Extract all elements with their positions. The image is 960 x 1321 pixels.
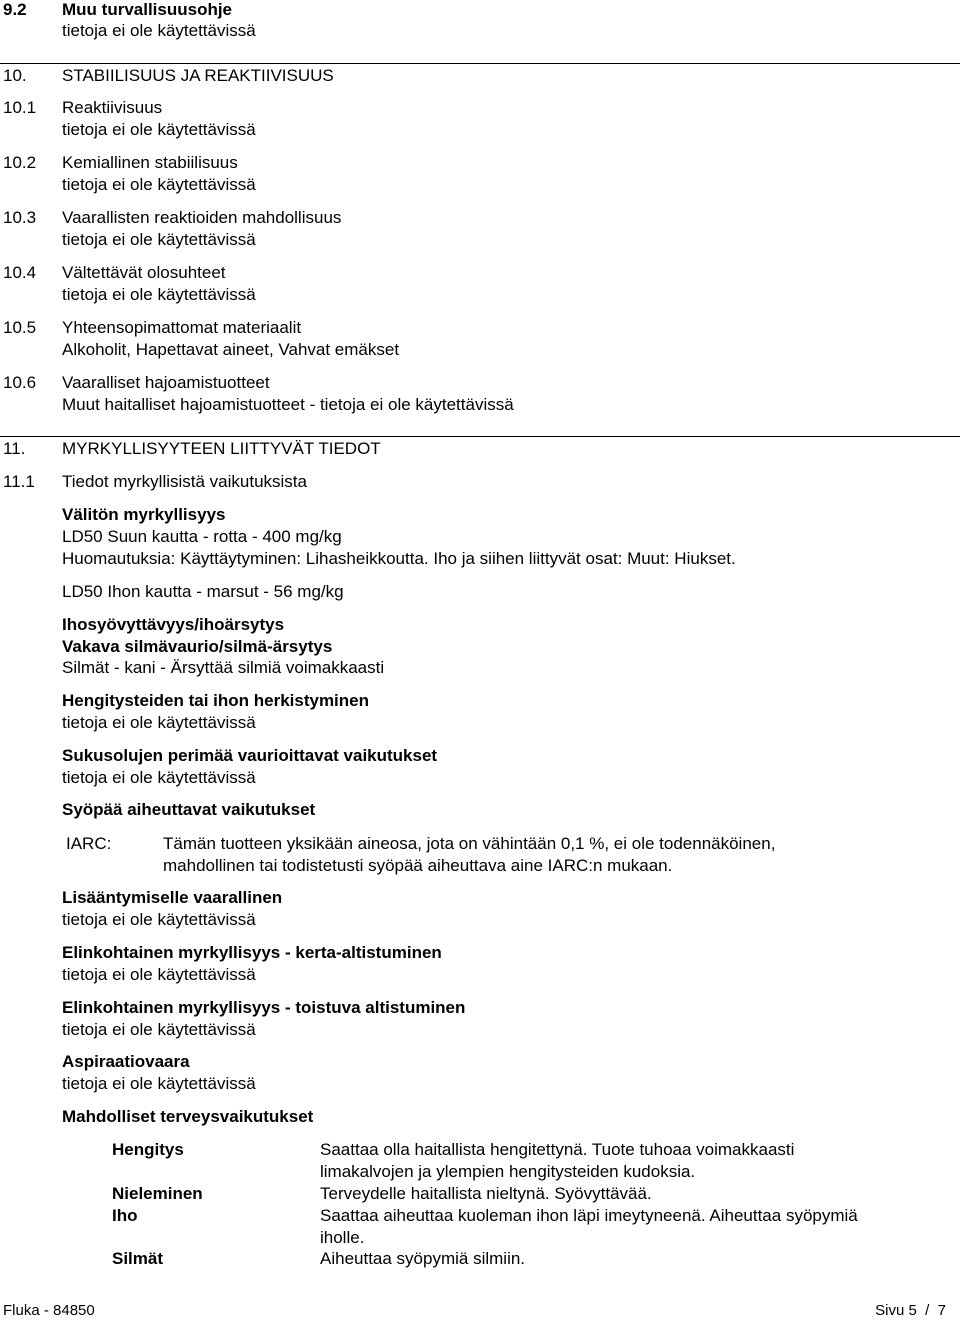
- subheading: Sukusolujen perimää vaurioittavat vaikutukset: [62, 746, 438, 765]
- section-text: Muut haitalliset hajoamistuotteet - tietoja ei ole käytettävissä: [62, 395, 514, 414]
- subheading: Vakava silmävaurio/silmä-ärsytys: [62, 637, 333, 656]
- section-text: tietoja ei ole käytettävissä: [62, 21, 256, 40]
- section-number: 10.3: [3, 208, 37, 227]
- subheading: Hengitysteiden tai ihon herkistyminen: [62, 691, 370, 710]
- subheading: Mahdolliset terveysvaikutukset: [62, 1107, 314, 1126]
- subheading: Ihosyövyttävyys/ihoärsytys: [62, 615, 285, 634]
- section-title: Vältettävät olosuhteet: [62, 263, 226, 282]
- section-text: tietoja ei ole käytettävissä: [62, 1074, 256, 1093]
- section-text: Alkoholit, Hapettavat aineet, Vahvat emäkset: [62, 340, 400, 359]
- section-divider: [0, 436, 960, 437]
- section-number: 9.2: [3, 0, 27, 19]
- subheading: Välitön myrkyllisyys: [62, 505, 226, 524]
- effect-label: Silmät: [112, 1249, 164, 1268]
- section-text: tietoja ei ole käytettävissä: [62, 768, 256, 787]
- section-title: Reaktiivisuus: [62, 98, 163, 117]
- effect-text: iholle.: [320, 1228, 365, 1247]
- iarc-text: Tämän tuotteen yksikään aineosa, jota on vähintään 0,1 %, ei ole todennäköinen,: [163, 834, 776, 853]
- section-number: 10.5: [3, 318, 37, 337]
- section-text: tietoja ei ole käytettävissä: [62, 230, 256, 249]
- section-text: tietoja ei ole käytettävissä: [62, 965, 256, 984]
- section-heading: MYRKYLLISYYTEEN LIITTYVÄT TIEDOT: [62, 439, 381, 458]
- section-title: Kemiallinen stabiilisuus: [62, 153, 238, 172]
- effect-text: Aiheuttaa syöpymiä silmiin.: [320, 1249, 526, 1268]
- section-text: tietoja ei ole käytettävissä: [62, 1020, 256, 1039]
- section-number: 10.: [3, 66, 27, 85]
- section-text: tietoja ei ole käytettävissä: [62, 713, 256, 732]
- subheading: Lisääntymiselle vaarallinen: [62, 888, 283, 907]
- subheading: Aspiraatiovaara: [62, 1052, 190, 1071]
- section-number: 11.1: [3, 472, 35, 491]
- effect-label: Nieleminen: [112, 1184, 203, 1203]
- section-title: Vaarallisten reaktioiden mahdollisuus: [62, 208, 342, 227]
- section-text: tietoja ei ole käytettävissä: [62, 910, 256, 929]
- effect-text: Saattaa aiheuttaa kuoleman ihon läpi imeytyneenä. Aiheuttaa syöpymiä: [320, 1206, 858, 1225]
- section-title: Muu turvallisuusohje: [62, 0, 233, 19]
- effect-text: Terveydelle haitallista nieltynä. Syövyttävää.: [320, 1184, 652, 1203]
- section-title: Vaaralliset hajoamistuotteet: [62, 373, 270, 392]
- section-text: tietoja ei ole käytettävissä: [62, 175, 256, 194]
- subheading: Elinkohtainen myrkyllisyys - kerta-altistuminen: [62, 943, 442, 962]
- iarc-text: mahdollinen tai todistetusti syöpää aiheuttava aine IARC:n mukaan.: [163, 856, 673, 875]
- section-title: Yhteensopimattomat materiaalit: [62, 318, 302, 337]
- section-number: 10.6: [3, 373, 37, 392]
- section-text: tietoja ei ole käytettävissä: [62, 120, 256, 139]
- footer-page-number: Sivu 5 / 7: [875, 1302, 946, 1319]
- footer-document-id: Fluka - 84850: [3, 1302, 95, 1319]
- section-heading: STABIILISUUS JA REAKTIIVISUUS: [62, 66, 334, 85]
- section-text: tietoja ei ole käytettävissä: [62, 285, 256, 304]
- section-number: 11.: [3, 439, 26, 458]
- effect-text: limakalvojen ja ylempien hengitysteiden kudoksia.: [320, 1162, 696, 1181]
- remarks: Huomautuksia: Käyttäytyminen: Lihasheikkoutta. Iho ja siihen liittyvät osat: Muut: Hiukset.: [62, 549, 736, 568]
- effect-text: Saattaa olla haitallista hengitettynä. Tuote tuhoaa voimakkaasti: [320, 1140, 795, 1159]
- section-title: Tiedot myrkyllisistä vaikutuksista: [62, 472, 307, 491]
- section-text: Silmät - kani - Ärsyttää silmiä voimakkaasti: [62, 658, 385, 677]
- iarc-label: IARC:: [66, 834, 112, 853]
- section-number: 10.2: [3, 153, 37, 172]
- effect-label: Iho: [112, 1206, 138, 1225]
- subheading: Syöpää aiheuttavat vaikutukset: [62, 800, 316, 819]
- ld50-dermal: LD50 Ihon kautta - marsut - 56 mg/kg: [62, 582, 344, 601]
- section-number: 10.1: [3, 98, 37, 117]
- subheading: Elinkohtainen myrkyllisyys - toistuva altistuminen: [62, 998, 466, 1017]
- section-number: 10.4: [3, 263, 37, 282]
- effect-label: Hengitys: [112, 1140, 184, 1159]
- section-divider: [0, 63, 960, 64]
- ld50-oral: LD50 Suun kautta - rotta - 400 mg/kg: [62, 527, 342, 546]
